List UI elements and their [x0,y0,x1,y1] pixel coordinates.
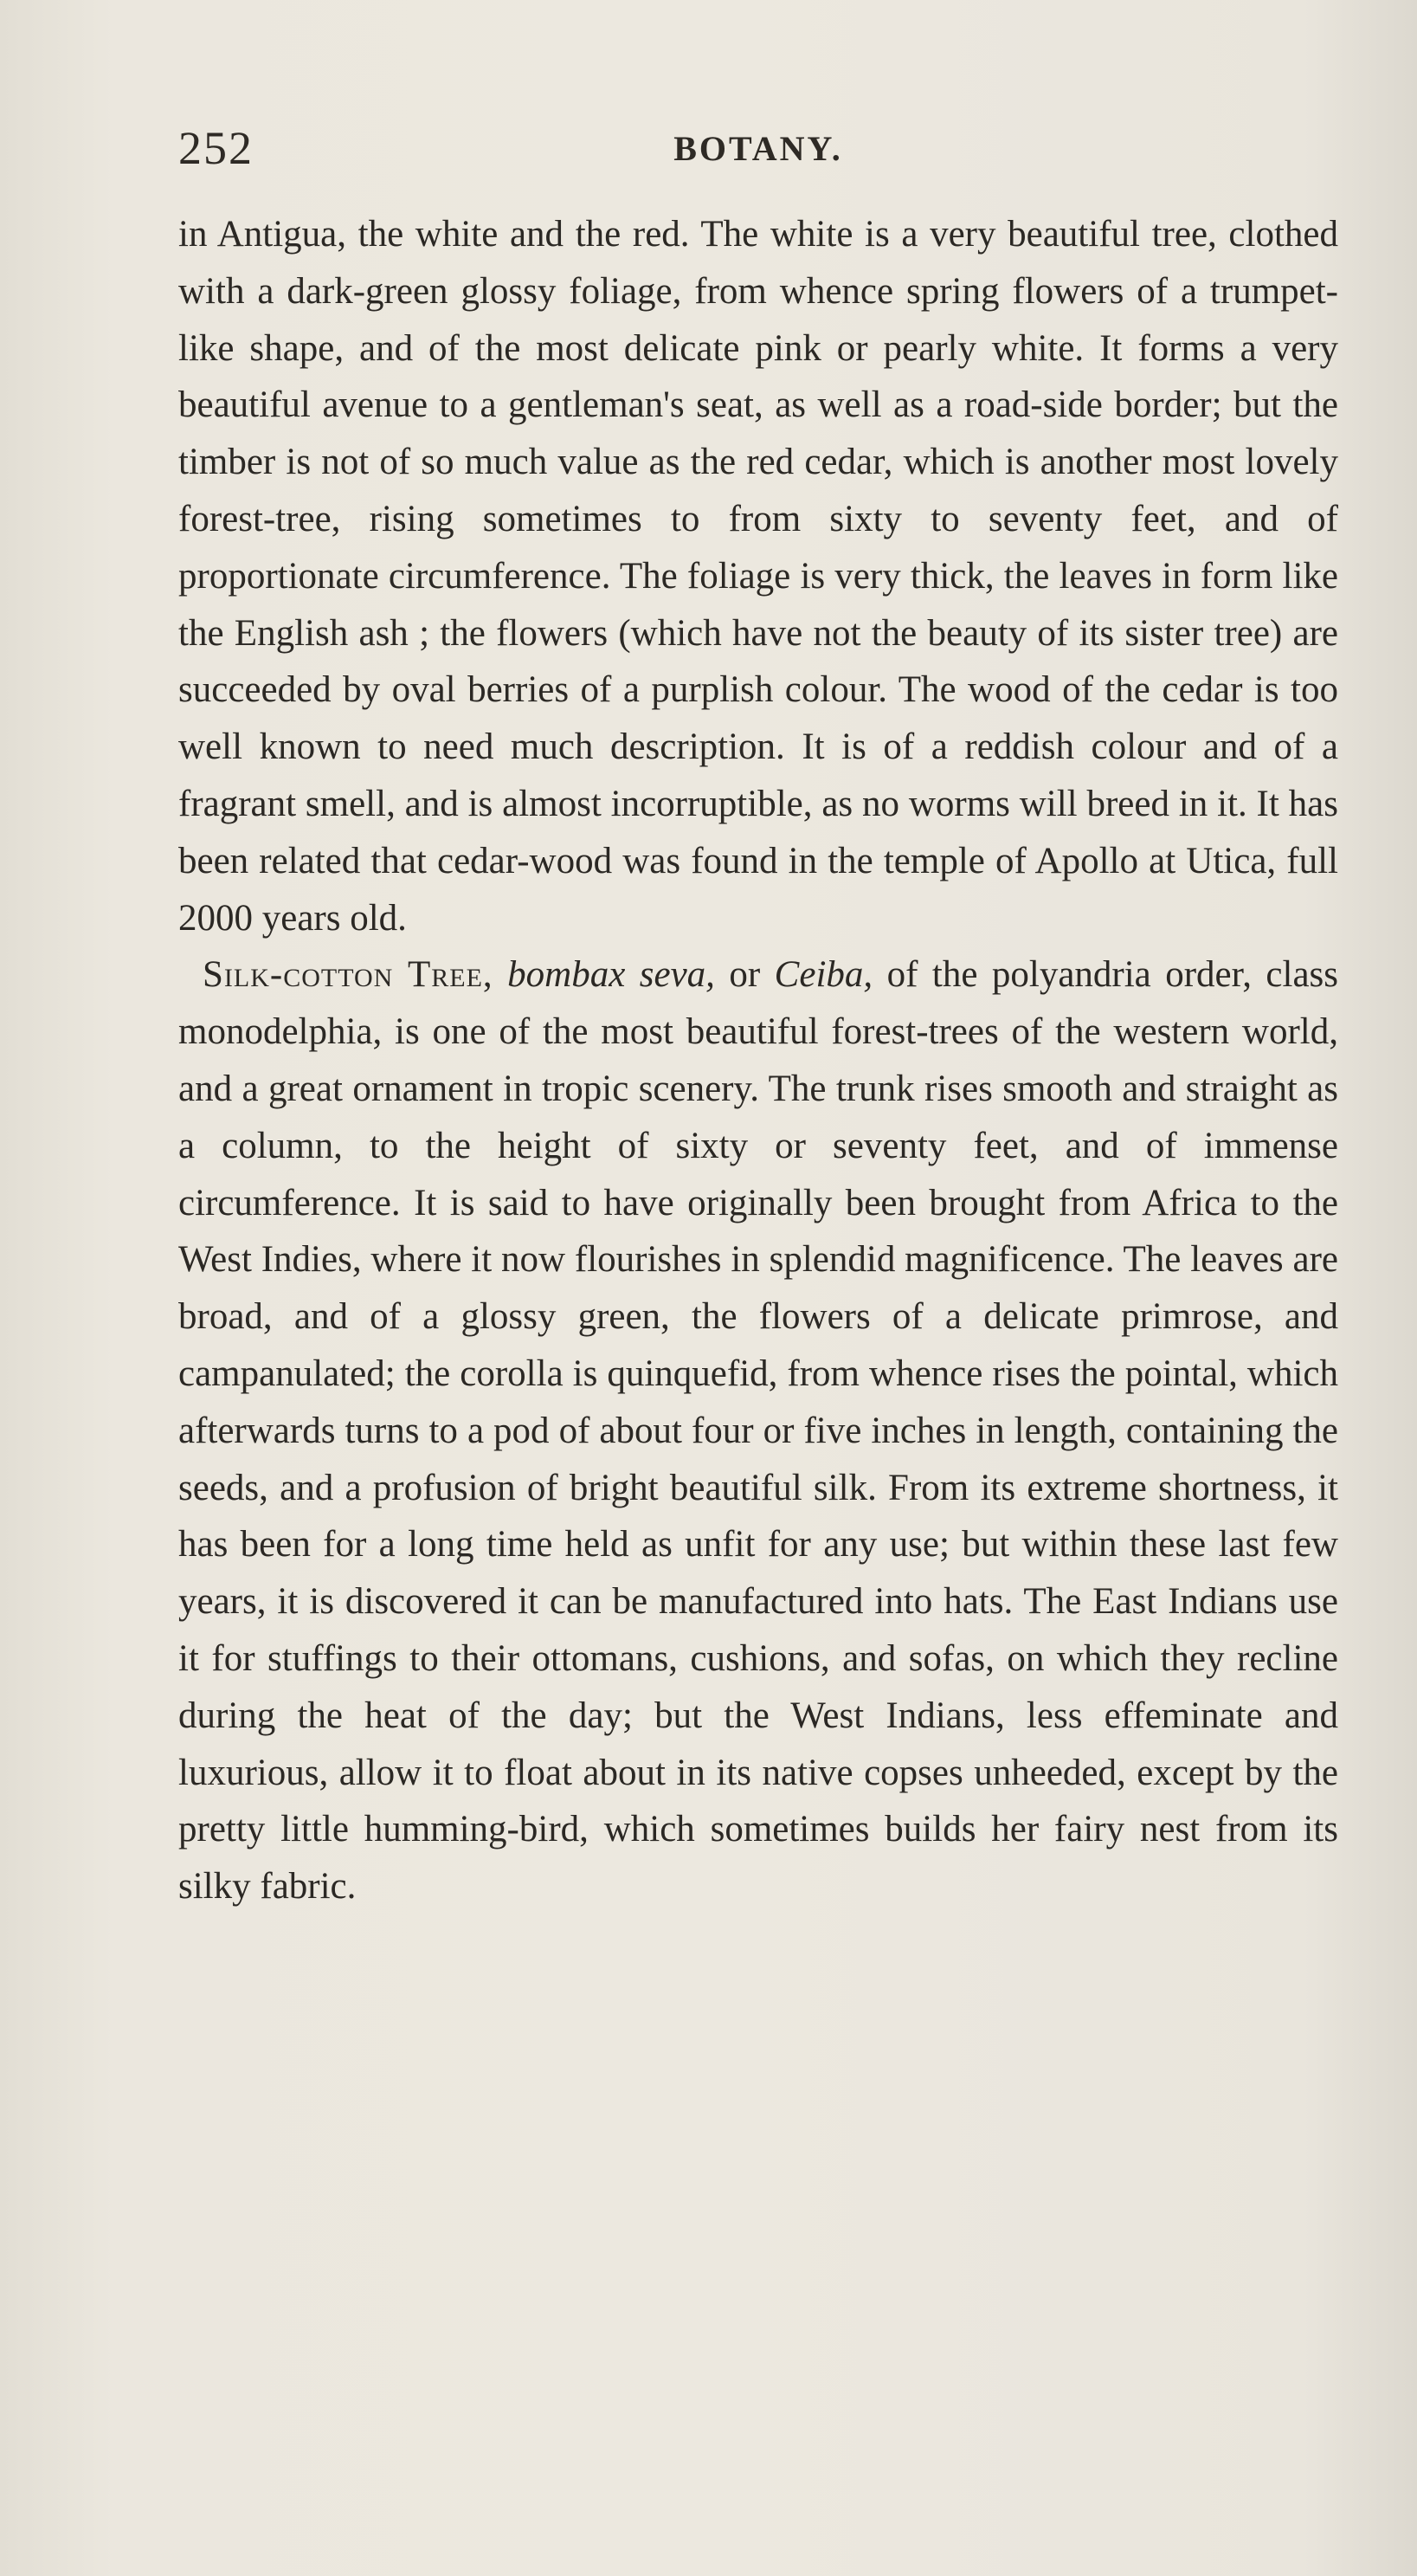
page-header [178,121,1338,182]
page-number: 252 [178,122,254,174]
connector-text: or [714,954,775,996]
paragraph-body: of the polyandria order, class monodelphia, is one of the most beautiful forest-trees of the western world, and a great ornament in tropic scenery. The trunk rises smooth and straight as a column, to the height of sixty or seventy feet, and of immense circumference. It is said to have originally been brought from Africa to the West Indies, where it now flourishes in splendid magnificence. The leaves are broad, and of a glossy green, the flowers of a delicate primrose, and campanulated; the corolla is quinquefid, from whence rises the pointal, which afterwards turns to a pod of about four or five inches in length, containing the seeds, and a profusion of bright beautiful silk. From its extreme shortness, it has been for a long time held as unfit for any use; but within these last few years, it is discovered it can be manufactured into hats. The East Indians use it for stuffings to their ottomans, cushions, and sofas, on which they recline during the heat of the day; but the West Indians, less effeminate and luxurious, allow it to float about in its native copses unheeded, except by the pretty little humming-bird, which sometimes builds her fairy nest from its silky fabric. [178,954,1339,1908]
paragraph-antigua-cedar: in Antigua, the white and the red. The white is a very beautiful tree, clothed with a dark-green glossy foliage, from whence spring flowers of a trumpet-like shape, and of the most delicate pink or pearly white. It forms a very beautiful avenue to a gentleman's seat, as well as a road-side border; but the timber is not of so much value as the red cedar, which is another most lovely forest-tree, rising sometimes to from sixty to seventy feet, and of proportionate circumference. The foliage is very thick, the leaves in form like the English ash ; the flowers (which have not the beauty of its sister tree) are succeeded by oval berries of a purplish colour. The wood of the cedar is too well known to need much description. It is of a reddish colour and of a fragrant smell, and is almost incorruptible, as no worms will breed in it. It has been related that cedar-wood was found in the temple of Apollo at Utica, full 2000 years old. [178,214,1338,939]
alternate-name: Ceiba, [774,954,873,996]
paragraph-silk-cotton-tree [178,946,1338,1915]
body-text [178,206,1338,1915]
entry-heading: Silk-cotton Tree, [203,954,493,996]
running-title: BOTANY. [673,129,843,168]
botanical-name: bombax seva, [507,954,715,996]
